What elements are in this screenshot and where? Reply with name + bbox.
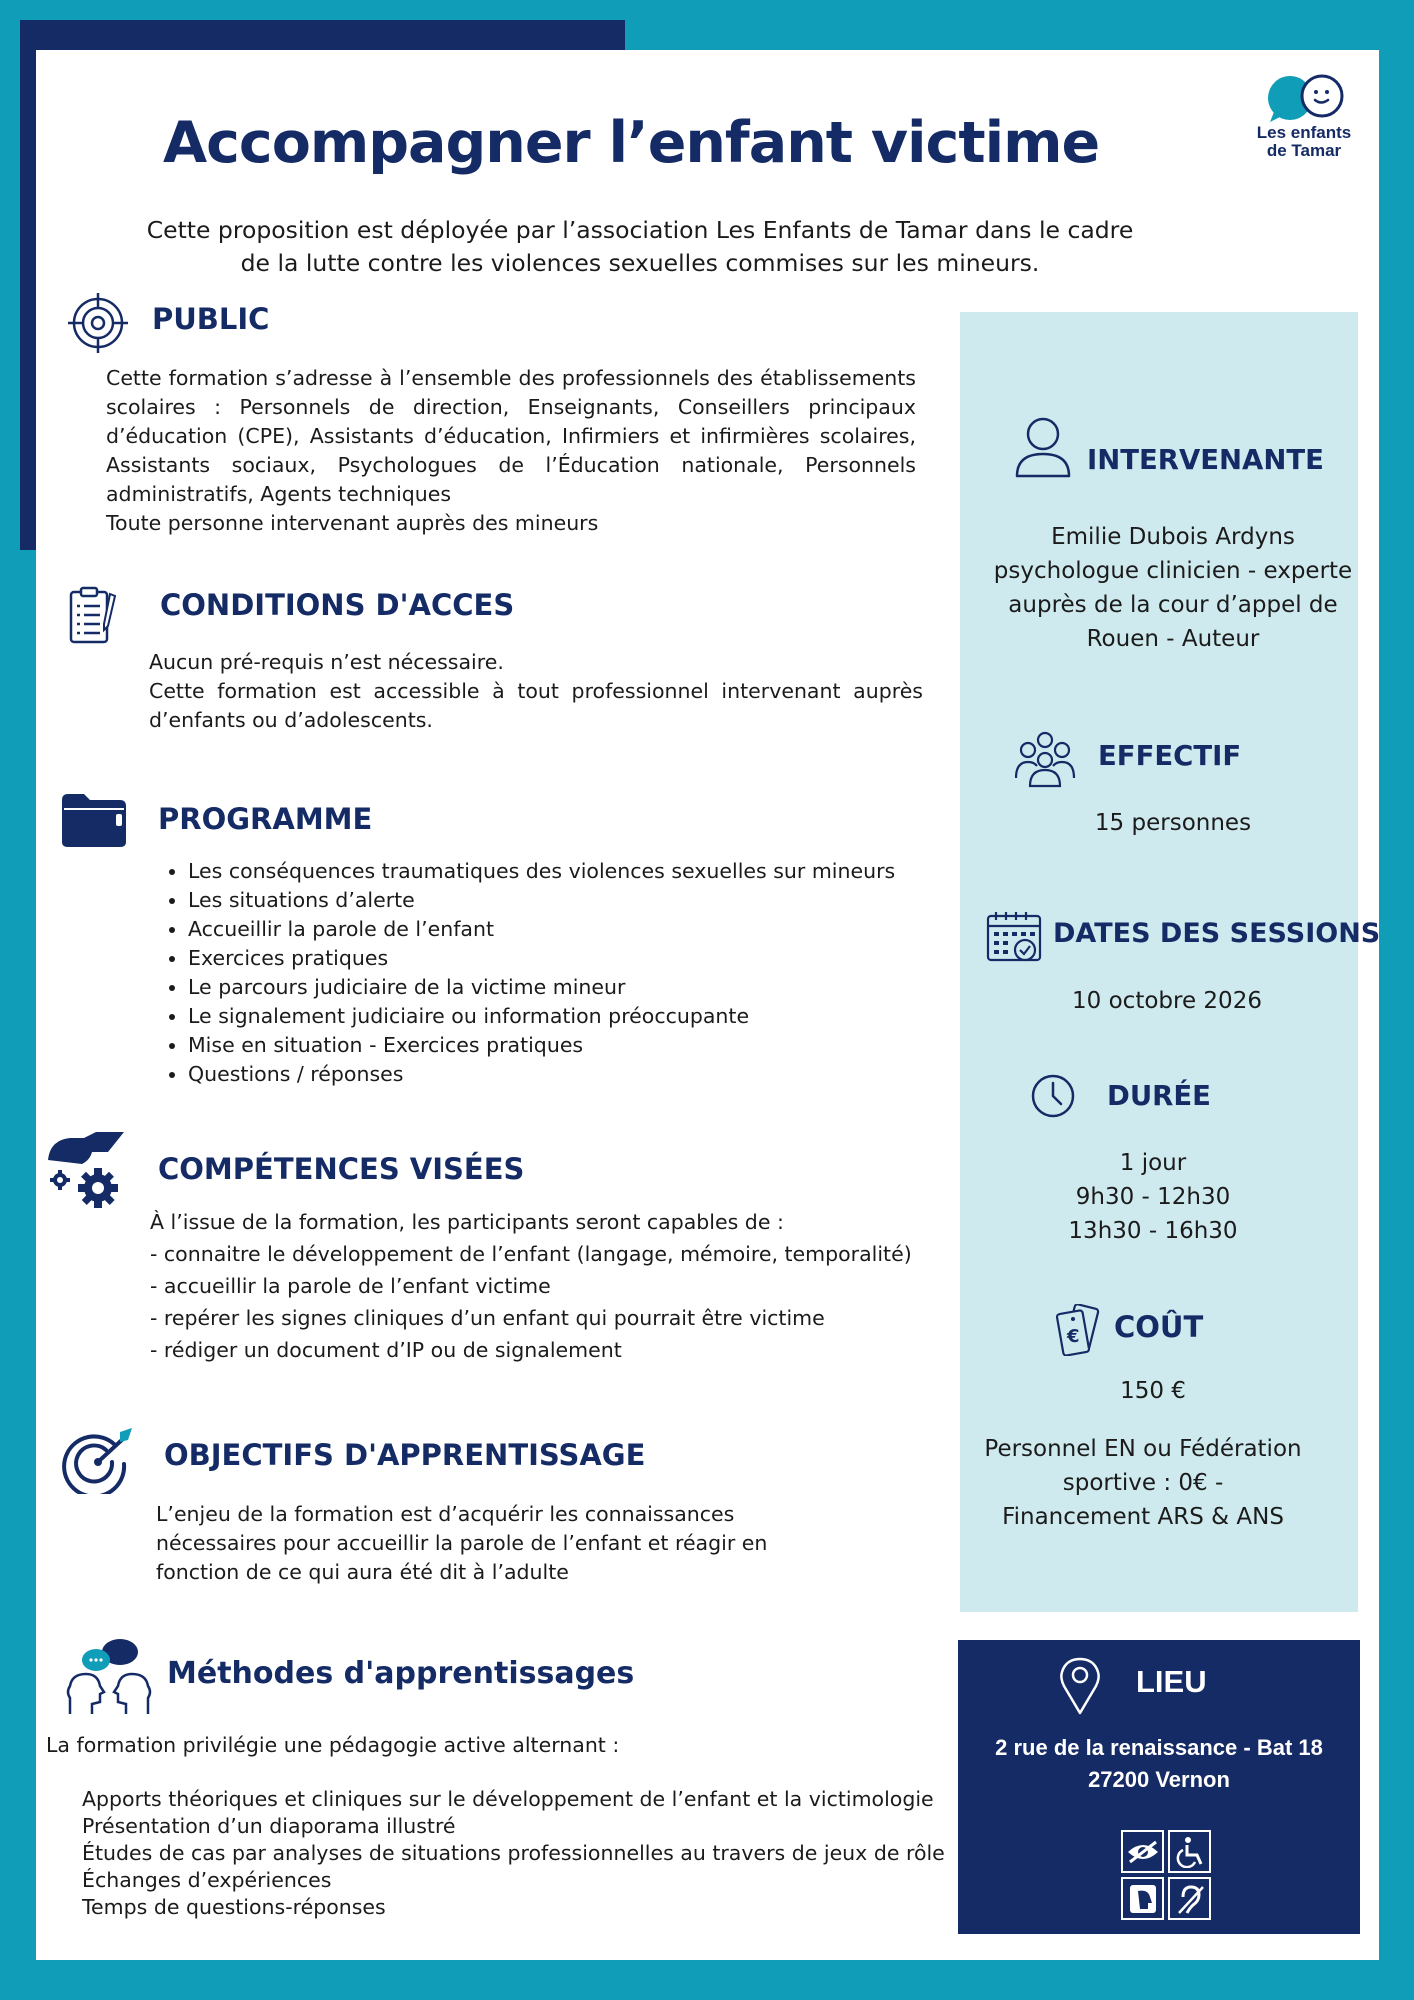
price-tag-icon: [1056, 1304, 1104, 1356]
competences-line: - connaitre le développement de l’enfant (langage, mémoire, temporalité): [150, 1242, 912, 1266]
calendar-icon: [986, 910, 1042, 964]
programme-list-wrapper: [158, 857, 928, 1089]
competences-text: [150, 1206, 930, 1366]
list-item: • Exercices pratiques: [188, 944, 928, 973]
objectifs-line: nécessaires pour accueillir la parole de l’enfant et réagir en: [156, 1531, 768, 1555]
objectifs-line: fonction de ce qui aura été dit à l’adulte: [156, 1560, 569, 1584]
wheelchair-icon: [1168, 1830, 1211, 1873]
gears-icon: [46, 1130, 128, 1212]
discussion-icon: [64, 1636, 154, 1716]
competences-heading: COMPÉTENCES VISÉES: [158, 1152, 525, 1186]
cout-value: 150 €: [1120, 1378, 1186, 1404]
location-pin-icon: [1058, 1656, 1102, 1716]
duree-text: [958, 1146, 1348, 1248]
visual-impairment-icon: [1121, 1830, 1164, 1873]
list-item: Présentation d’un diaporama illustré: [82, 1814, 456, 1838]
folder-icon: [60, 792, 128, 848]
clipboard-icon: [68, 586, 118, 646]
effectif-heading: EFFECTIF: [1098, 740, 1242, 772]
public-heading: PUBLIC: [152, 302, 270, 336]
lieu-heading: LIEU: [1136, 1664, 1207, 1699]
logo-text: [1248, 124, 1360, 160]
list-item: • Le signalement judiciaire ou information préoccupante: [188, 1002, 928, 1031]
objectifs-text: [156, 1500, 916, 1587]
page-title: Accompagner l’enfant victime: [163, 110, 1100, 176]
group-icon: [1014, 730, 1076, 788]
cout-line: sportive : 0€ -: [1062, 1470, 1224, 1496]
conditions-line1: Aucun pré-requis n’est nécessaire.: [149, 650, 504, 674]
cout-line: Financement ARS & ANS: [1002, 1504, 1284, 1530]
logo-line2: de Tamar: [1266, 141, 1342, 160]
competences-line: - rédiger un document d’IP ou de signalement: [150, 1338, 622, 1362]
address-line2: 27200 Vernon: [1088, 1767, 1230, 1792]
mental-disability-icon: [1121, 1877, 1164, 1920]
duree-line: 13h30 - 16h30: [1068, 1218, 1238, 1244]
intervenante-line: Rouen - Auteur: [1086, 626, 1260, 652]
cout-heading: COÛT: [1114, 1310, 1204, 1344]
list-item: • Questions / réponses: [188, 1060, 928, 1089]
intro-text: Cette proposition est déployée par l’association Les Enfants de Tamar dans le cadre de la lutte contre les violences sexuelles commises sur les mineurs.: [146, 216, 1134, 277]
intervenante-text: [978, 520, 1368, 656]
address-line1: 2 rue de la renaissance - Bat 18: [995, 1735, 1323, 1760]
methodes-intro: La formation privilégie une pédagogie active alternant :: [46, 1733, 620, 1757]
accessibility-icons: [1121, 1830, 1213, 1922]
clock-icon: [1030, 1073, 1076, 1119]
intervenante-line: auprès de la cour d’appel de: [1008, 592, 1338, 618]
methodes-heading: Méthodes d'apprentissages: [167, 1656, 635, 1691]
svg-text:€: €: [1067, 1326, 1080, 1347]
list-item: • Accueillir la parole de l’enfant: [188, 915, 928, 944]
programme-list: [158, 857, 928, 1089]
intervenante-line: psychologue clinicien - experte: [993, 558, 1353, 584]
hearing-impairment-icon: [1168, 1877, 1211, 1920]
target-icon: [68, 293, 128, 353]
programme-heading: PROGRAMME: [158, 802, 373, 836]
cout-text: [948, 1432, 1338, 1534]
list-item: Temps de questions-réponses: [82, 1895, 386, 1919]
dates-heading: DATES DES SESSIONS: [1053, 918, 1381, 949]
list-item: • Les conséquences traumatiques des violences sexuelles sur mineurs: [188, 857, 928, 886]
lieu-box: [958, 1640, 1360, 1934]
list-item: • Les situations d’alerte: [188, 886, 928, 915]
person-icon: [1014, 416, 1072, 480]
list-item: Échanges d’expériences: [82, 1868, 332, 1892]
public-text: Cette formation s’adresse à l’ensemble des professionnels des établissements scolaires : Personnels de direction, Enseignants, Conseillers principaux d’éducation (CPE), Assistants d’éducation, Infirmiers et infirmières scolaires, Assistants sociaux, Psychologues de l’Éducation nationale, Personnels administratifs, Agents techniques: [106, 366, 916, 506]
lieu-address: [958, 1732, 1360, 1796]
cout-line: Personnel EN ou Fédération: [984, 1436, 1302, 1462]
objectifs-line: L’enjeu de la formation est d’acquérir les connaissances: [156, 1502, 735, 1526]
logo-faces-icon: [1248, 72, 1360, 124]
logo-line1: Les enfants: [1256, 123, 1352, 142]
conditions-line2: Cette formation est accessible à tout professionnel intervenant auprès d’enfants ou d’adolescents.: [149, 679, 923, 732]
competences-line: - repérer les signes cliniques d’un enfant qui pourrait être victime: [150, 1306, 825, 1330]
intervenante-heading: INTERVENANTE: [1087, 444, 1324, 476]
duree-heading: DURÉE: [1107, 1080, 1211, 1112]
effectif-value: 15 personnes: [1094, 810, 1252, 836]
logo: [1248, 72, 1360, 162]
methodes-list: [82, 1786, 952, 1921]
list-item: • Mise en situation - Exercices pratiques: [188, 1031, 928, 1060]
accent-bar-top: [20, 20, 625, 50]
conditions-heading: CONDITIONS D'ACCES: [160, 588, 515, 622]
public-text-2: Toute personne intervenant auprès des mineurs: [106, 511, 599, 535]
duree-line: 1 jour: [1119, 1150, 1187, 1176]
list-item: • Le parcours judiciaire de la victime mineur: [188, 973, 928, 1002]
duree-line: 9h30 - 12h30: [1075, 1184, 1231, 1210]
list-item: Apports théoriques et cliniques sur le développement de l’enfant et la victimologie: [82, 1787, 934, 1811]
objectifs-heading: OBJECTIFS D'APPRENTISSAGE: [164, 1438, 646, 1472]
competences-line: - accueillir la parole de l’enfant victime: [150, 1274, 551, 1298]
target-arrow-icon: [62, 1424, 136, 1494]
dates-value: 10 octobre 2026: [1072, 988, 1262, 1014]
list-item: Études de cas par analyses de situations professionnelles au travers de jeux de rôle: [82, 1841, 945, 1865]
intervenante-line: Emilie Dubois Ardyns: [1051, 524, 1295, 550]
competences-line: À l’issue de la formation, les participants seront capables de :: [150, 1210, 784, 1234]
